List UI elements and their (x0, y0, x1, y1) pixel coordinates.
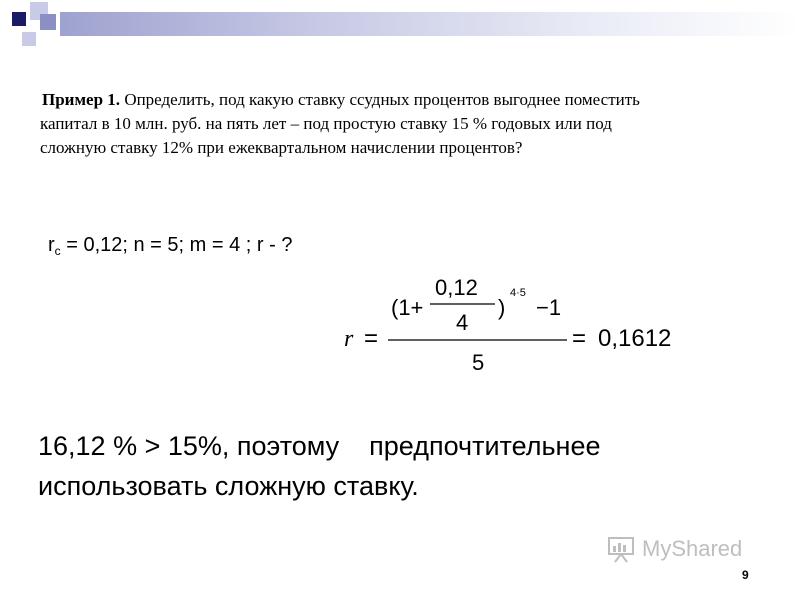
problem-heading: Пример 1. (42, 90, 121, 109)
problem-line-2: капитал в 10 млн. руб. на пять лет – под простую ставку 15 % годовых или под (40, 114, 612, 133)
problem-statement (40, 88, 770, 160)
given-values (48, 234, 292, 258)
formula-denominator: 5 (472, 350, 485, 375)
conclusion-line-2: использовать сложную ставку. (38, 471, 419, 501)
problem-line-1-text: Определить, под какую ставку ссудных процентов выгоднее поместить (120, 90, 640, 109)
formula-result: 0,1612 (598, 325, 672, 352)
header-gradient-bar (60, 12, 800, 36)
problem-line-1 (40, 88, 770, 112)
watermark-text: MyShared (642, 536, 743, 561)
formula-inner-numerator: 0,12 (435, 275, 478, 300)
problem-line-3: сложную ставку 12% при ежеквартальном начислении процентов? (40, 138, 523, 157)
page-number: 9 (742, 568, 749, 582)
watermark (606, 535, 742, 563)
given-r: r (48, 234, 55, 256)
decor-square-mid (40, 14, 56, 30)
formula-equals-2: = (572, 325, 587, 352)
conclusion-line-1 (38, 426, 778, 466)
formula-inner-denominator: 4 (456, 310, 469, 335)
decor-square-light-2 (22, 32, 36, 46)
compound-rate-formula (330, 270, 700, 380)
presentation-board-icon (606, 535, 636, 563)
decor-square-navy (12, 12, 26, 26)
formula-open-paren: (1+ (391, 295, 424, 320)
conclusion (38, 426, 778, 506)
formula-lhs: r (344, 326, 354, 352)
given-r-subscript: c (54, 244, 61, 258)
formula-minus-one: −1 (536, 295, 562, 320)
formula-equals-1: = (364, 325, 379, 352)
given-rest: = 0,12; n = 5; m = 4 ; r - ? (60, 234, 293, 256)
formula-exponent: 4·5 (510, 287, 526, 299)
formula-close-paren: ) (498, 295, 506, 320)
conclusion-preferable: предпочтительнее (369, 431, 601, 461)
conclusion-comparison: 16,12 % > 15%, поэтому (38, 431, 340, 461)
